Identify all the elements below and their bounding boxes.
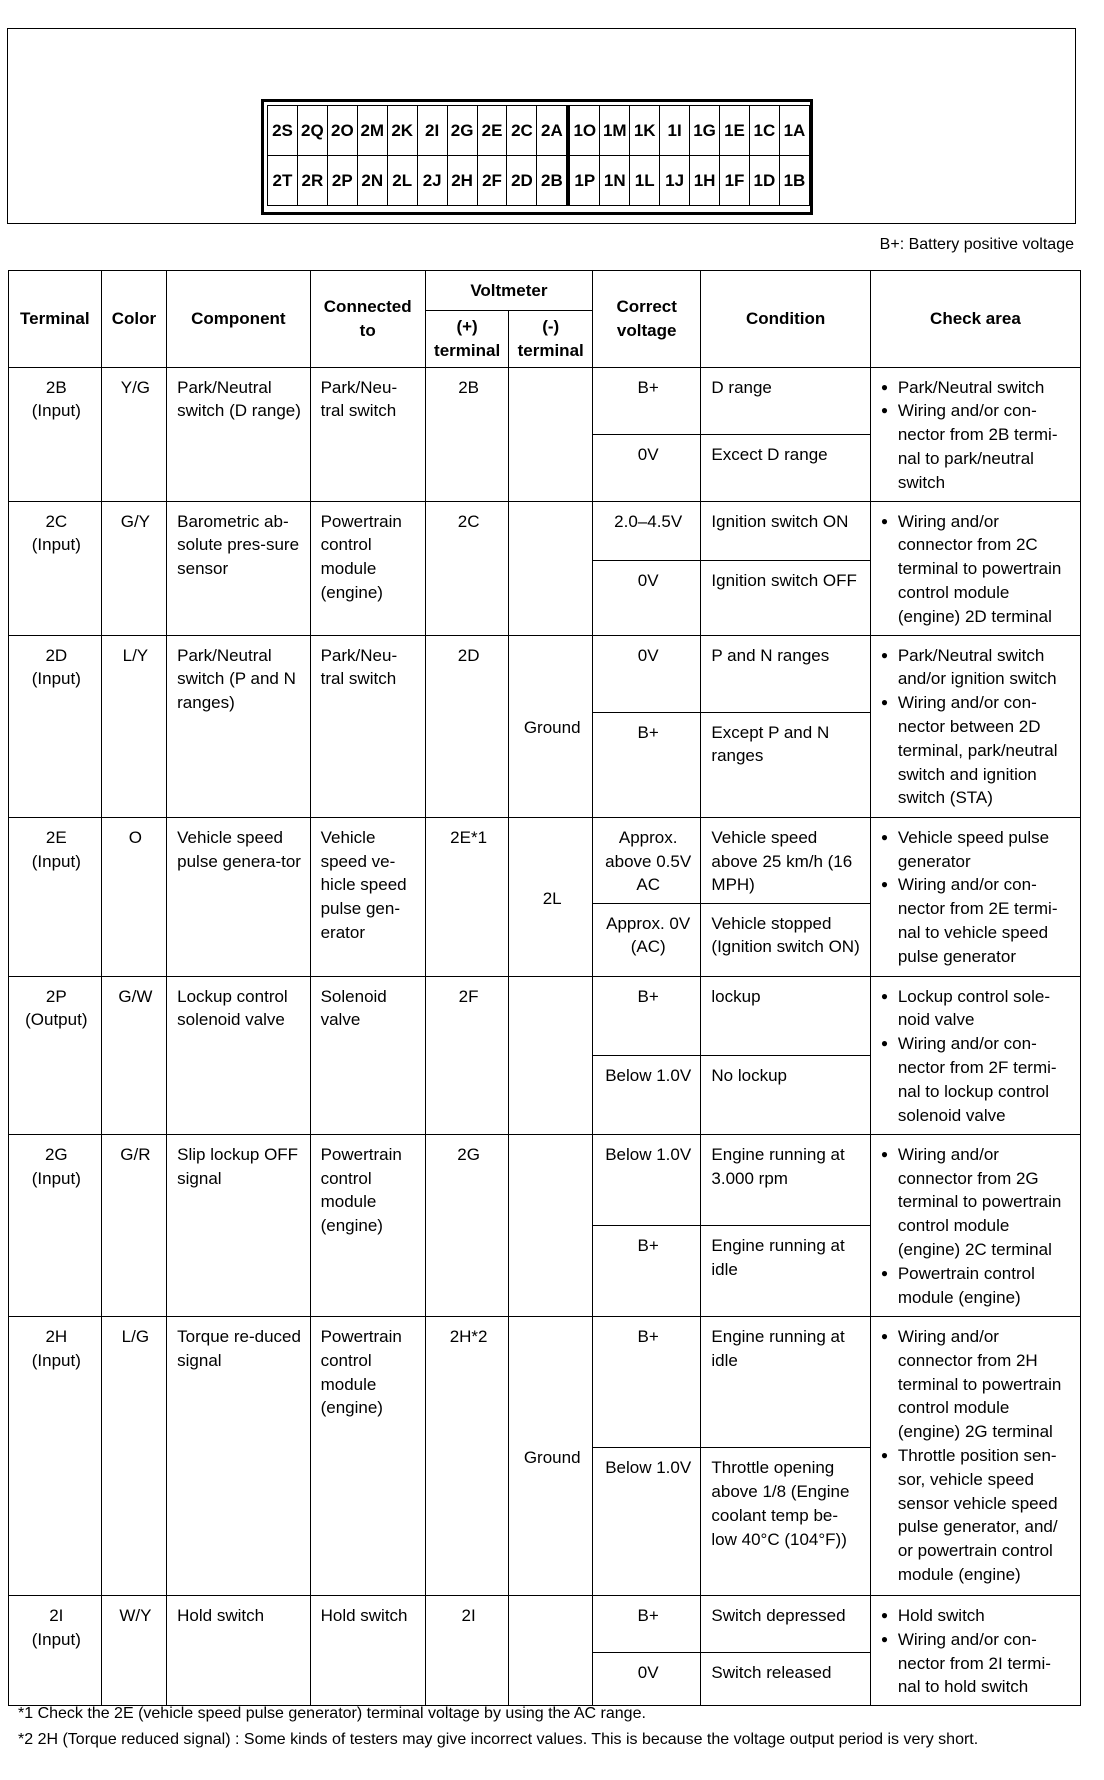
check-area-item: ● Lockup control sole-noid valve bbox=[881, 985, 1073, 1033]
connected-to: Solenoid valve bbox=[310, 976, 425, 1134]
voltmeter-minus bbox=[509, 1134, 593, 1316]
condition: Except P and N ranges bbox=[701, 712, 870, 817]
correct-voltage: 0V bbox=[592, 560, 700, 635]
connector-pin-1p: 1P bbox=[568, 156, 599, 206]
connector-pin-1e: 1E bbox=[720, 106, 750, 156]
header-connected-to: Connected to bbox=[310, 271, 425, 368]
terminal-cell bbox=[9, 1596, 102, 1706]
component: Barometric ab-solute pres-sure sensor bbox=[167, 501, 310, 635]
check-area bbox=[870, 635, 1080, 817]
condition: Engine running at idle bbox=[701, 1317, 870, 1448]
check-area-item: ● Wiring and/or connector from 2G terminal to powertrain control module (engine) 2C terminal bbox=[881, 1143, 1073, 1262]
voltmeter-plus: 2C bbox=[425, 501, 509, 635]
connector-pin-1n: 1N bbox=[600, 156, 630, 206]
terminal-io: (Output) bbox=[25, 1010, 88, 1030]
check-area-item: ● Park/Neutral switch bbox=[881, 376, 1073, 400]
connector-pin-1b: 1B bbox=[779, 156, 809, 206]
component: Torque re-duced signal bbox=[167, 1317, 310, 1596]
check-area-list bbox=[881, 376, 1073, 495]
header-terminal: Terminal bbox=[9, 271, 102, 368]
voltmeter-minus bbox=[509, 501, 593, 635]
connector-pin-1k: 1K bbox=[630, 106, 660, 156]
terminal-io: (Input) bbox=[31, 1168, 81, 1188]
condition: Ignition switch OFF bbox=[701, 560, 870, 635]
check-area bbox=[870, 367, 1080, 501]
connector-pin-2f: 2F bbox=[477, 156, 507, 206]
terminal-io: (Input) bbox=[31, 535, 81, 555]
connector-pin-1g: 1G bbox=[690, 106, 720, 156]
voltmeter-plus: 2F bbox=[425, 976, 509, 1134]
component: Lockup control solenoid valve bbox=[167, 976, 310, 1134]
header-component: Component bbox=[167, 271, 310, 368]
connector-pin-2q: 2Q bbox=[297, 106, 327, 156]
terminal-id: 2B bbox=[45, 377, 67, 397]
terminal-id: 2C bbox=[45, 511, 68, 531]
battery-voltage-note: B+: Battery positive voltage bbox=[879, 236, 1074, 253]
terminal-id: 2H bbox=[45, 1327, 68, 1347]
connected-to: Powertrain control module (engine) bbox=[310, 1317, 425, 1596]
voltmeter-plus: 2D bbox=[425, 635, 509, 817]
condition: Engine running at 3.000 rpm bbox=[701, 1134, 870, 1225]
connector-pin-2m: 2M bbox=[357, 106, 387, 156]
correct-voltage: 0V bbox=[592, 635, 700, 712]
voltmeter-plus: 2H*2 bbox=[425, 1317, 509, 1596]
condition: Switch depressed bbox=[701, 1596, 870, 1653]
voltmeter-minus bbox=[509, 976, 593, 1134]
check-area bbox=[870, 1596, 1080, 1706]
connector-pin-2l: 2L bbox=[387, 156, 417, 206]
wire-color: L/Y bbox=[101, 635, 167, 817]
check-area-item: ● Wiring and/or connector from 2C terminal to powertrain control module (engine) 2D terminal bbox=[881, 510, 1073, 629]
check-area-list bbox=[881, 826, 1073, 969]
connected-to: Park/Neu-tral switch bbox=[310, 635, 425, 817]
wire-color: G/W bbox=[101, 976, 167, 1134]
wire-color: W/Y bbox=[101, 1596, 167, 1706]
connector-pin-2t: 2T bbox=[268, 156, 298, 206]
connector-diagram-frame bbox=[7, 28, 1076, 224]
check-area-list bbox=[881, 1604, 1073, 1699]
connector-pin-2g: 2G bbox=[447, 106, 477, 156]
terminal-io: (Input) bbox=[31, 669, 81, 689]
wire-color: L/G bbox=[101, 1317, 167, 1596]
connector-pin-1o: 1O bbox=[568, 106, 599, 156]
connector-pin-2r: 2R bbox=[297, 156, 327, 206]
terminal-cell bbox=[9, 1134, 102, 1316]
connector-pin-2b: 2B bbox=[537, 156, 568, 206]
terminal-io: (Input) bbox=[31, 851, 81, 871]
condition: Throttle opening above 1/8 (Engine coolant temp be-low 40°C (104°F)) bbox=[701, 1448, 870, 1596]
check-area-list bbox=[881, 1325, 1073, 1587]
terminal-id: 2I bbox=[49, 1606, 64, 1626]
check-area-item: ● Vehicle speed pulse generator bbox=[881, 826, 1073, 874]
component: Park/Neutral switch (P and N ranges) bbox=[167, 635, 310, 817]
condition: No lockup bbox=[701, 1055, 870, 1134]
terminal-io: (Input) bbox=[31, 401, 81, 421]
correct-voltage: B+ bbox=[592, 976, 700, 1055]
check-area bbox=[870, 1317, 1080, 1596]
condition: Switch released bbox=[701, 1653, 870, 1706]
connector-pin-1l: 1L bbox=[630, 156, 660, 206]
connector-pin-grid bbox=[267, 105, 810, 206]
terminal-cell bbox=[9, 367, 102, 501]
connector-block bbox=[261, 99, 813, 215]
connector-pin-2d: 2D bbox=[507, 156, 537, 206]
terminal-io: (Input) bbox=[31, 1629, 81, 1649]
table-row bbox=[9, 635, 1081, 712]
condition: Vehicle stopped (Ignition switch ON) bbox=[701, 903, 870, 976]
check-area-item: ● Wiring and/or con-nector between 2D terminal, park/neutral switch and ignition switch (STA) bbox=[881, 691, 1073, 810]
correct-voltage: B+ bbox=[592, 1317, 700, 1448]
condition: Vehicle speed above 25 km/h (16 MPH) bbox=[701, 817, 870, 903]
table-row bbox=[9, 976, 1081, 1055]
check-area-item: ● Throttle position sen-sor, vehicle speed sensor vehicle speed pulse generator, and/ or powertrain control module (engine) bbox=[881, 1444, 1073, 1587]
connected-to: Vehicle speed ve-hicle speed pulse gen-erator bbox=[310, 817, 425, 976]
connector-pin-2c: 2C bbox=[507, 106, 537, 156]
footnote-2: *2 2H (Torque reduced signal) : Some kinds of testers may give incorrect values. This is because the voltage output period is very short. bbox=[18, 1731, 979, 1748]
correct-voltage: Approx. 0V (AC) bbox=[592, 903, 700, 976]
wire-color: Y/G bbox=[101, 367, 167, 501]
connector-pin-1h: 1H bbox=[690, 156, 720, 206]
correct-voltage: B+ bbox=[592, 712, 700, 817]
table-row bbox=[9, 1596, 1081, 1653]
terminal-cell bbox=[9, 817, 102, 976]
check-area bbox=[870, 976, 1080, 1134]
correct-voltage: Approx. above 0.5V AC bbox=[592, 817, 700, 903]
connector-pin-2e: 2E bbox=[477, 106, 507, 156]
correct-voltage: Below 1.0V bbox=[592, 1448, 700, 1596]
condition: P and N ranges bbox=[701, 635, 870, 712]
component: Slip lockup OFF signal bbox=[167, 1134, 310, 1316]
table-row bbox=[9, 367, 1081, 434]
terminal-cell bbox=[9, 501, 102, 635]
check-area-item: ● Park/Neutral switch and/or ignition switch bbox=[881, 644, 1073, 692]
component: Park/Neutral switch (D range) bbox=[167, 367, 310, 501]
check-area bbox=[870, 1134, 1080, 1316]
table-row bbox=[9, 1317, 1081, 1448]
condition: Excect D range bbox=[701, 434, 870, 501]
connector-pin-2a: 2A bbox=[537, 106, 568, 156]
header-color: Color bbox=[101, 271, 167, 368]
wire-color: G/Y bbox=[101, 501, 167, 635]
terminal-id: 2E bbox=[45, 827, 67, 847]
condition: lockup bbox=[701, 976, 870, 1055]
connector-pin-2i: 2I bbox=[417, 106, 447, 156]
voltmeter-plus: 2I bbox=[425, 1596, 509, 1706]
check-area-list bbox=[881, 1143, 1073, 1310]
wire-color: G/R bbox=[101, 1134, 167, 1316]
connected-to: Powertrain control module (engine) bbox=[310, 501, 425, 635]
connector-pin-1m: 1M bbox=[600, 106, 630, 156]
check-area bbox=[870, 817, 1080, 976]
connector-pin-1f: 1F bbox=[720, 156, 750, 206]
check-area-item: ● Wiring and/or con-nector from 2F termi-nal to lockup control solenoid valve bbox=[881, 1032, 1073, 1127]
table-row bbox=[9, 817, 1081, 903]
header-plus-terminal: (+) terminal bbox=[425, 311, 509, 368]
connector-pin-2j: 2J bbox=[417, 156, 447, 206]
voltmeter-minus bbox=[509, 1596, 593, 1706]
voltmeter-minus: Ground bbox=[509, 1317, 593, 1596]
correct-voltage: B+ bbox=[592, 1225, 700, 1316]
correct-voltage: 2.0–4.5V bbox=[592, 501, 700, 560]
correct-voltage: Below 1.0V bbox=[592, 1055, 700, 1134]
table-row bbox=[9, 1134, 1081, 1225]
correct-voltage: Below 1.0V bbox=[592, 1134, 700, 1225]
voltmeter-plus: 2G bbox=[425, 1134, 509, 1316]
header-minus-terminal: (-) terminal bbox=[509, 311, 593, 368]
terminal-inspection-table bbox=[8, 270, 1081, 1706]
correct-voltage: B+ bbox=[592, 1596, 700, 1653]
terminal-io: (Input) bbox=[31, 1350, 81, 1370]
connector-pin-2h: 2H bbox=[447, 156, 477, 206]
connector-pin-1d: 1D bbox=[749, 156, 779, 206]
voltmeter-plus: 2B bbox=[425, 367, 509, 501]
component: Vehicle speed pulse genera-tor bbox=[167, 817, 310, 976]
check-area-item: ● Powertrain control module (engine) bbox=[881, 1262, 1073, 1310]
header-correct-voltage: Correct voltage bbox=[592, 271, 700, 368]
condition: Ignition switch ON bbox=[701, 501, 870, 560]
header-check-area: Check area bbox=[870, 271, 1080, 368]
terminal-cell bbox=[9, 635, 102, 817]
check-area-item: ● Wiring and/or con-nector from 2E termi-nal to vehicle speed pulse generator bbox=[881, 873, 1073, 968]
connected-to: Powertrain control module (engine) bbox=[310, 1134, 425, 1316]
check-area-list bbox=[881, 510, 1073, 629]
table-row bbox=[9, 501, 1081, 560]
check-area-list bbox=[881, 644, 1073, 811]
header-condition: Condition bbox=[701, 271, 870, 368]
correct-voltage: 0V bbox=[592, 1653, 700, 1706]
connector-pin-2k: 2K bbox=[387, 106, 417, 156]
connector-pin-2s: 2S bbox=[268, 106, 298, 156]
terminal-cell bbox=[9, 1317, 102, 1596]
check-area-item: ● Wiring and/or con-nector from 2B termi-nal to park/neutral switch bbox=[881, 399, 1073, 494]
terminal-id: 2P bbox=[45, 986, 67, 1006]
check-area bbox=[870, 501, 1080, 635]
correct-voltage: 0V bbox=[592, 434, 700, 501]
connected-to: Hold switch bbox=[310, 1596, 425, 1706]
footnote-1: *1 Check the 2E (vehicle speed pulse generator) terminal voltage by using the AC range. bbox=[18, 1705, 646, 1722]
check-area-list bbox=[881, 985, 1073, 1128]
voltmeter-plus: 2E*1 bbox=[425, 817, 509, 976]
connector-pin-1j: 1J bbox=[660, 156, 690, 206]
connector-pin-1a: 1A bbox=[779, 106, 809, 156]
component: Hold switch bbox=[167, 1596, 310, 1706]
header-voltmeter: Voltmeter bbox=[425, 271, 592, 311]
correct-voltage: B+ bbox=[592, 367, 700, 434]
check-area-item: ● Hold switch bbox=[881, 1604, 1073, 1628]
voltmeter-minus: 2L bbox=[509, 817, 593, 976]
check-area-item: ● Wiring and/or connector from 2H terminal to powertrain control module (engine) 2G terminal bbox=[881, 1325, 1073, 1444]
check-area-item: ● Wiring and/or con-nector from 2I termi-nal to hold switch bbox=[881, 1628, 1073, 1699]
connector-pin-2o: 2O bbox=[327, 106, 357, 156]
terminal-id: 2D bbox=[45, 645, 68, 665]
voltmeter-minus bbox=[509, 367, 593, 501]
connector-pin-2n: 2N bbox=[357, 156, 387, 206]
connector-pin-2p: 2P bbox=[327, 156, 357, 206]
connected-to: Park/Neu-tral switch bbox=[310, 367, 425, 501]
condition: D range bbox=[701, 367, 870, 434]
connector-pin-1c: 1C bbox=[749, 106, 779, 156]
condition: Engine running at idle bbox=[701, 1225, 870, 1316]
terminal-id: 2G bbox=[44, 1144, 68, 1164]
voltmeter-minus: Ground bbox=[509, 635, 593, 817]
connector-pin-1i: 1I bbox=[660, 106, 690, 156]
wire-color: O bbox=[101, 817, 167, 976]
terminal-cell bbox=[9, 976, 102, 1134]
